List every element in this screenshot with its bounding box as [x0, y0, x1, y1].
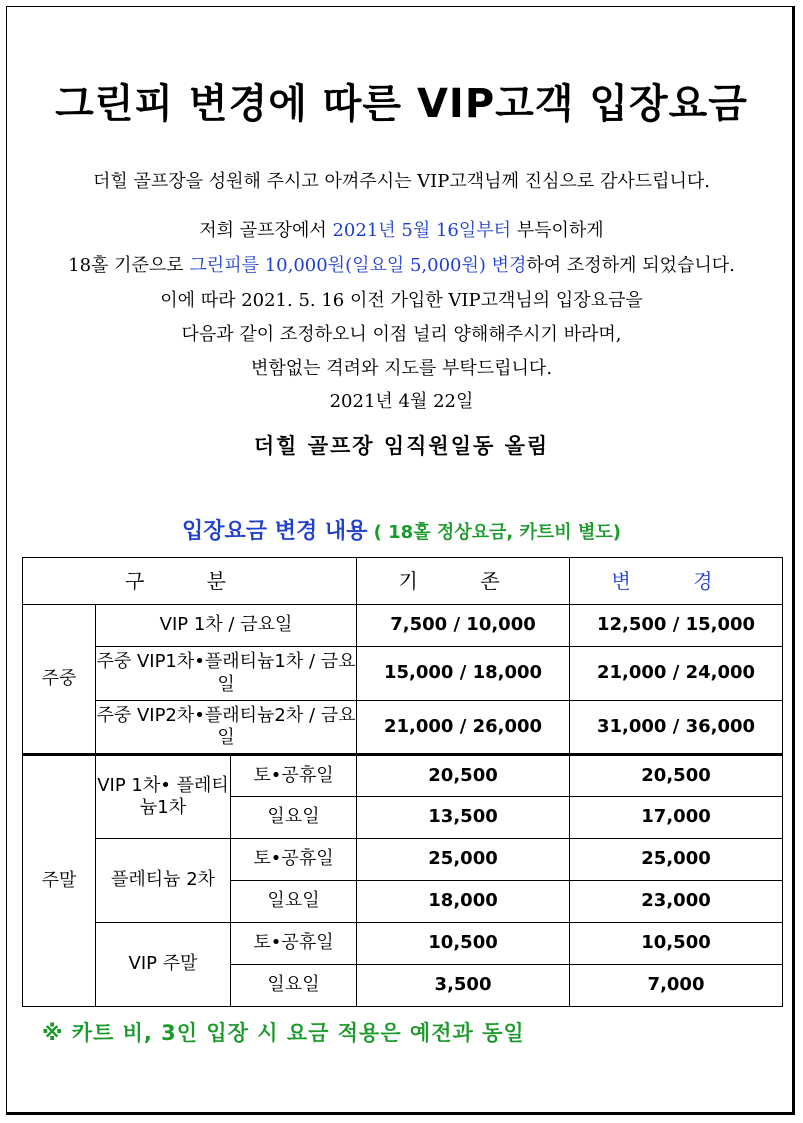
membership-type: 주중 VIP2차•플래티늄2차 / 금요일 — [96, 701, 357, 755]
intro-line-2a: 저희 골프장에서 — [199, 220, 333, 241]
new-fee: 23,000 — [570, 881, 783, 923]
old-fee: 25,000 — [357, 839, 570, 881]
old-fee: 21,000 / 26,000 — [357, 701, 570, 755]
table-header-row — [23, 558, 783, 605]
old-fee: 3,500 — [357, 965, 570, 1007]
membership-type: VIP 1차 / 금요일 — [96, 605, 357, 647]
membership-type: 플레티늄 2차 — [96, 839, 231, 923]
old-fee: 18,000 — [357, 881, 570, 923]
table-row — [23, 839, 783, 881]
table-row — [23, 701, 783, 755]
header-category: 구 분 — [23, 558, 357, 605]
old-fee: 10,500 — [357, 923, 570, 965]
header-new: 변 경 — [570, 558, 783, 605]
document-date: 2021년 4월 22일 — [329, 391, 474, 412]
new-fee: 31,000 / 36,000 — [570, 701, 783, 755]
day-type: 토•공휴일 — [231, 923, 357, 965]
intro-line-4: 이에 따라 2021. 5. 16 이전 가입한 VIP고객님의 입장요금을 — [160, 290, 643, 311]
document-title: 그린피 변경에 따른 VIP고객 입장요금 — [55, 81, 748, 127]
old-fee: 15,000 / 18,000 — [357, 647, 570, 701]
membership-type: VIP 주말 — [96, 923, 231, 1007]
intro-line-3 — [0, 251, 803, 277]
new-fee: 7,000 — [570, 965, 783, 1007]
effective-date-text: 2021년 5월 16일부터 — [332, 220, 512, 241]
signature: 더힐 골프장 임직원일동 올림 — [253, 433, 550, 458]
table-row — [23, 647, 783, 701]
intro-line-3c: 하여 조정하게 되었습니다. — [526, 255, 735, 276]
membership-type: VIP 1차• 플레티늄1차 — [96, 755, 231, 839]
table-heading-main: 입장요금 변경 내용 — [182, 519, 368, 544]
intro-line-1: 더힐 골프장을 성원해 주시고 아껴주시는 VIP고객님께 진심으로 감사드립니다. — [92, 171, 711, 192]
new-fee: 20,500 — [570, 755, 783, 797]
new-fee: 17,000 — [570, 797, 783, 839]
day-type: 일요일 — [231, 881, 357, 923]
weekday-label: 주중 — [23, 605, 96, 755]
day-type: 토•공휴일 — [231, 755, 357, 797]
day-type: 일요일 — [231, 965, 357, 1007]
old-fee: 20,500 — [357, 755, 570, 797]
intro-line-5: 다음과 같이 조정하오니 이점 널리 양해해주시기 바라며, — [181, 324, 622, 345]
intro-line-2c: 부득이하게 — [511, 220, 604, 241]
day-type: 토•공휴일 — [231, 839, 357, 881]
table-heading — [0, 514, 803, 545]
table-row — [23, 605, 783, 647]
intro-line-6: 변함없는 격려와 지도를 부탁드립니다. — [250, 358, 553, 379]
membership-type: 주중 VIP1차•플래티늄1차 / 금요일 — [96, 647, 357, 701]
new-fee: 25,000 — [570, 839, 783, 881]
footer-note: ※ 카트 비, 3인 입장 시 요금 적용은 예전과 동일 — [42, 1021, 525, 1045]
intro-line-2 — [0, 216, 803, 242]
header-old: 기 존 — [357, 558, 570, 605]
fee-change-text: 그린피를 10,000원(일요일 5,000원) 변경 — [189, 255, 527, 276]
fee-table — [22, 557, 783, 1007]
new-fee: 10,500 — [570, 923, 783, 965]
weekend-label: 주말 — [23, 755, 96, 1007]
table-heading-note: ( 18홀 정상요금, 카트비 별도) — [367, 522, 621, 543]
old-fee: 13,500 — [357, 797, 570, 839]
new-fee: 21,000 / 24,000 — [570, 647, 783, 701]
table-row — [23, 923, 783, 965]
table-row — [23, 755, 783, 797]
intro-line-3a: 18홀 기준으로 — [68, 255, 190, 276]
old-fee: 7,500 / 10,000 — [357, 605, 570, 647]
day-type: 일요일 — [231, 797, 357, 839]
new-fee: 12,500 / 15,000 — [570, 605, 783, 647]
